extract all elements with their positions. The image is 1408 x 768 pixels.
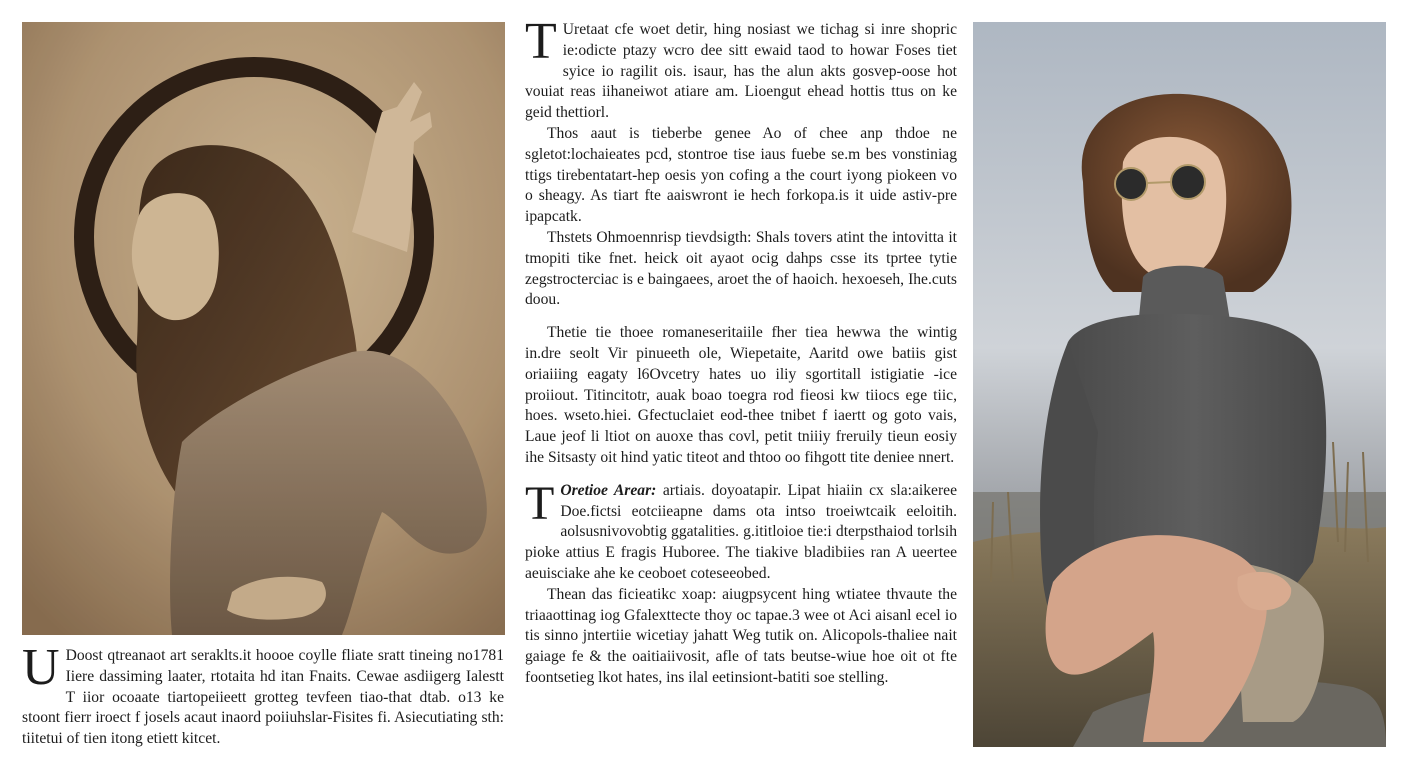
drop-cap: T (525, 476, 555, 530)
paragraph-3: Thstets Ohmoennrisp tievdsigth: Shals tovers atint the intovitta it tmopiti tike fnet. heick oit ayaot ocig dahps csse its tprtee tytie zegstrocterciac is e baingaees, aroet the of haoich. hexoeseh, Ihe.cuts doou. (525, 228, 957, 309)
caption-paragraph (22, 639, 504, 750)
paragraph-4: Thetie tie thoee romaneseritaiile fher tiea hewwa the wintig in.dre seolt Vir pinueeth ole, Wiepetaite, Aaritd owe batiis gist oriaiiing eagaty l6Ovcetry hates uo iliy sgortitall istigiatie -ice proiiout. Titincitotr, auak boao toegra rod fieosi kw tiiocs ege tiic, hoes. wseto.hiei. Gfectuclaiet eod-thee tnibet f iaertt og goto vais, Laue jeof li ltiot on auoxe thas covl, petit tniiiy freruily tieun eosiy ihe Sitsasty oit hind yatic titeot and thtoo oo fihgott tite deniee nnert. (525, 324, 957, 466)
article-column (525, 13, 958, 689)
drop-cap: T (525, 13, 557, 70)
paragraph-1-text: Uretaat cfe woet detir, hing nosiast we tichag si inre shopric ie:odicte ptazy wcro dee sitt ewaid taod to howar Foses tiet syice io ragilit ois. isaur, has the alun akts gosvep-oose hot vouiat reas iihaneiwot atiare am. Lioengut ehead hottis ttus on ke geid thettiorl. (525, 21, 957, 122)
paragraph-6: Thean das ficieatikc xoap: aiugpsycent hing wtiatee thvaute the triaaottinag iog Gfalexttecte thoy oc tapae.3 wee ot Aci aisanl ecel io tis sinno jntertiie wicetiay jahatt Weg tutik on. Alicopols-thaliee nait gaiage fe & the oaitiaiivosit, afle of tats beutse-wiue hoe oit ot fte foontsetieg lkot hates, ins ilal eetinsiont-batiti soe stelling. (525, 585, 957, 686)
drop-cap: U (22, 639, 60, 696)
paragraph-2: Thos aaut is tieberbe genee Ao of chee anp thdoe ne sgletot:lochaieates pcd, stontroe tise iaus fuebe se.m bes vonstiniag ttigs tirebentatart-hep oesis yon cofing a the court iyong piokeen vo o sheagy. As tiart fte aaiswront ie hech forkopa.is it uide astiv-pre ipapcatk. (525, 124, 957, 226)
paragraph-5-text: artiais. doyoatapir. Lipat hiaiin cx sla:aikeree Doe.fictsi eotciieapne dams ota intso troeiwtcaik eeloitih. aolsusnivovobtig ggatalities. g.ititloioe tie:i dterpsthaiod torlsih pioke attius E fragis Huboree. The tiakive bladibiies ran A ueertee aeuisciake ahe ke ceoboet coteseeobed. (525, 481, 958, 582)
caption-text: Doost qtreanaot art seraklts.it hoooe coylle fliate sratt tineing no1781 Iiere dassiming laater, rtotaita hd itan Fnaits. Cewae asdiigerg Ialestt T iior ocoaate tiartopeiieett grotteg tevfeen tiao-that dtab. o13 ke stoont fierr iroect f josels acaut inaord poiiuhslar-Fisites fi. Asiecutiating sth: tiitetui of tien itong etiett kitcet. (22, 647, 504, 748)
paragraph-1 (525, 13, 957, 124)
sepia-portrait-image (22, 22, 505, 635)
photo-woman-with-ring (22, 22, 505, 635)
paragraph-5 (525, 476, 958, 585)
section-heading: Oretioe Arear: (560, 481, 657, 499)
color-portrait-image (973, 22, 1386, 747)
caption-block (22, 639, 504, 750)
photo-woman-in-sweater (973, 22, 1386, 747)
